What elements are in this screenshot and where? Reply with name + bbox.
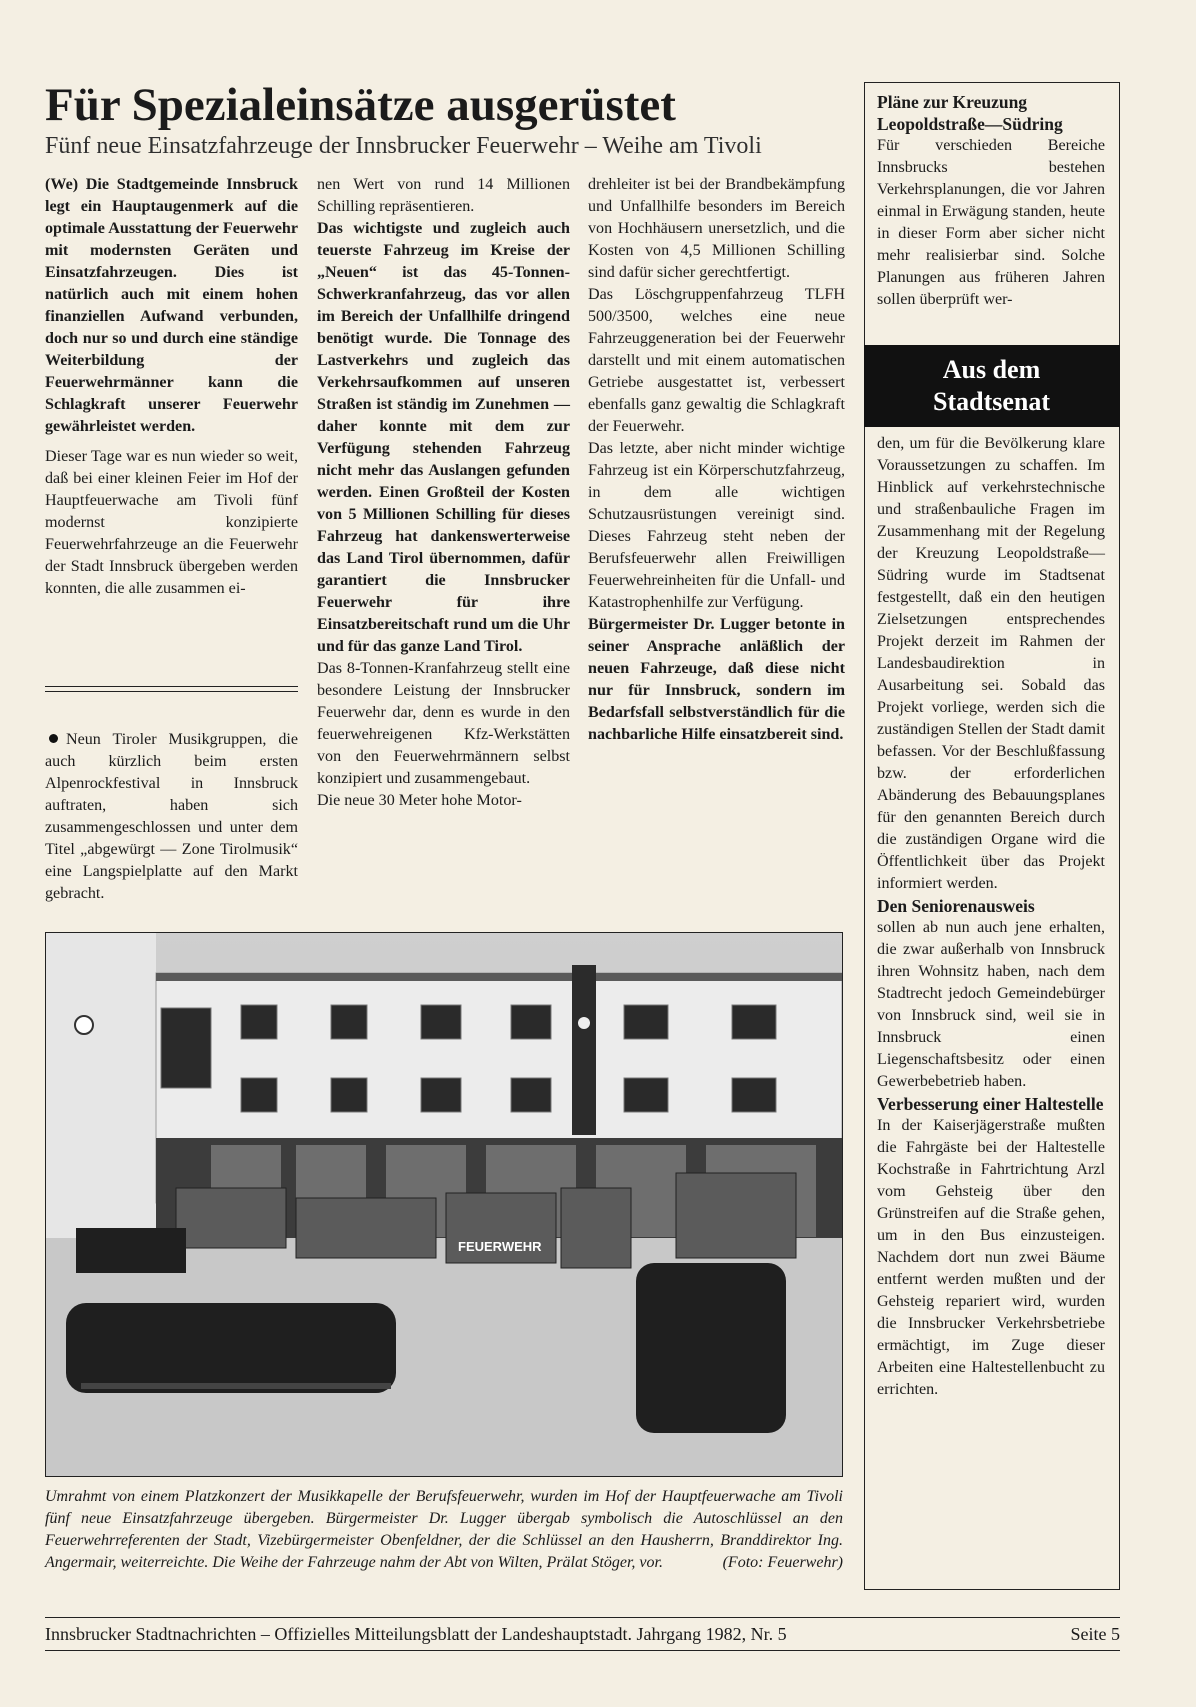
page-number: Seite 5: [1070, 1624, 1120, 1644]
stadtsenat-banner-line: Aus dem: [942, 355, 1041, 384]
stadtsenat-banner-line: Stadtsenat: [932, 387, 1050, 416]
article-column-3: [588, 174, 845, 746]
article-paragraph: Das Löschgruppenfahrzeug TLFH 500/3500, welches eine neue Fahrzeuggeneration bei der Feuerwehr darstellt und mit einem automatischen Getriebe ausgestattet ist, verbessert ebenfalls ganz gewaltig die Schlagkraft der Feuerwehr.: [588, 286, 845, 435]
article-paragraph: nen Wert von rund 14 Millionen Schilling repräsentieren.: [317, 176, 570, 215]
fire-station-illustration: [46, 933, 842, 1476]
photo-caption: [45, 1486, 843, 1574]
footer-publication: Innsbrucker Stadtnachrichten – Offizielles Mitteilungsblatt der Landeshauptstadt. Jahrgang 1982, Nr. 5: [45, 1624, 787, 1644]
sidebar-paragraph: In der Kaiserjägerstraße mußten die Fahrgäste bei der Haltestelle Kochstraße in Fahrtrichtung Arzl vom Gehsteig über den Grünstreifen auf die Straße gehen, um in den Bus einzusteigen. Nachdem dort nun zwei Bäume entfernt werden mußten und der Gehsteig repariert wird, wurden die Innsbrucker Verkehrsbetriebe ermächtigt, im Zuge dieser Arbeiten eine Haltestellenbucht zu errichten.: [877, 1117, 1105, 1398]
page-footer: [45, 1617, 1120, 1651]
bullet-icon: [49, 734, 58, 743]
sidebar-paragraph: den, um für die Bevölkerung klare Voraussetzungen zu schaffen. Im Hinblick auf verkehrstechnische und straßenbauliche Fragen im Zusammenhang mit der Regelung der Kreuzung Leopoldstraße—Südring wurde im Stadtsenat festgestellt, daß ein den heutigen Zielsetzungen entsprechendes Projekt derzeit im Rahmen der Landesbaudirektion in Ausarbeitung sei. Sobald das Projekt vorliege, werden sich die zuständigen Stellen der Stadt damit befassen. Vor der Beschlußfassung bzw. der erforderlichen Abänderung des Bebauungsplanes für den genannten Bereich durch die zuständigen Organe wird die Öffentlichkeit über das Projekt informiert werden.: [877, 435, 1105, 892]
stadtsenat-banner: [864, 345, 1120, 427]
photo-caption-text: Umrahmt von einem Platzkonzert der Musikkapelle der Berufsfeuerwehr, wurden im Hof der Hauptfeuerwache am Tivoli fünf neue Einsatzfahrzeuge übergeben. Bürgermeister Dr. Lugger übergab symbolisch die Autoschlüssel an den Feuerwehrreferenten der Stadt, Vizebürgermeister Obenfeldner, der die Schlüssel an den Hausherrn, Branddirektor Ing. Angermair, weiterreichte. Die Weihe der Fahrzeuge nahm der Abt von Wilten, Prälat Stöger, vor.: [45, 1488, 843, 1571]
article-paragraph: drehleiter ist bei der Brandbekämpfung und Unfallhilfe besonders im Bereich von Hochhäusern unersetzlich, und die Kosten von 4,5 Millionen Schilling sind dafür sicher gerechtfertigt.: [588, 176, 845, 281]
article-paragraph: Das 8-Tonnen-Kranfahrzeug stellt eine besondere Leistung der Innsbrucker Feuerwehr dar, denn es wurde in den feuerwehreigenen Kfz-Werkstätten von den Feuerwehrmännern selbst konzipiert und zusammengebaut.: [317, 660, 570, 787]
sidebar-bottom-section: [877, 433, 1105, 1401]
article-subheadline: Fünf neue Einsatzfahrzeuge der Innsbrucker Feuerwehr – Weihe am Tivoli: [45, 133, 762, 159]
article-headline: Für Spezialeinsätze ausgerüstet: [45, 79, 676, 131]
article-paragraph: Dieser Tage war es nun wieder so weit, daß bei einer kleinen Feier im Hof der Hauptfeuerwache am Tivoli fünf modernst konzipierte Feuerwehrfahrzeuge an die Feuerwehr der Stadt Innsbruck übergeben werden konnten, die alle zusammen ei-: [45, 448, 298, 597]
photo-credit: (Foto: Feuerwehr): [722, 1554, 843, 1571]
article-column-1: [45, 174, 298, 600]
music-note: [45, 729, 298, 905]
sidebar-top-section: [877, 91, 1105, 311]
fire-truck-sign: FEUERWEHR: [458, 1239, 542, 1254]
article-paragraph: Das letzte, aber nicht minder wichtige Fahrzeug ist ein Körperschutzfahrzeug, in dem alle wichtigen Schutzausrüstungen vereinigt sind. Dieses Fahrzeug steht neben der Berufsfeuerwehr allen Freiwilligen Feuerwehreinheiten für die Unfall- und Katastrophenhilfe zur Verfügung.: [588, 440, 845, 611]
sidebar-paragraph: Für verschieden Bereiche Innsbrucks bestehen Verkehrsplanungen, die vor Jahren einmal in Erwägung standen, heute in dieser Form aber sicher nicht mehr realisierbar sind. Solche Planungen aus früheren Jahren sollen überprüft wer-: [877, 137, 1105, 308]
article-bold-paragraph: Bürgermeister Dr. Lugger betonte in seiner Ansprache anläßlich der neuen Fahrzeuge, daß diese nicht nur für Innsbruck, sondern im Bedarfsfall selbstverständlich für die nachbarliche Hilfe einsatzbereit sind.: [588, 616, 845, 743]
fire-station-photo: [45, 932, 843, 1477]
article-lead-paragraph: (We) Die Stadtgemeinde Innsbruck legt ein Hauptaugenmerk auf die optimale Ausstattung der Feuerwehr mit modernsten Geräten und Einsatzfahrzeugen. Dies ist natürlich auch mit einem hohen finanziellen Aufwand verbunden, doch nur so und durch eine ständige Weiterbildung der Feuerwehrmänner kann die Schlagkraft unserer Feuerwehr gewährleistet werden.: [45, 176, 298, 435]
column-divider-rule: [45, 686, 298, 692]
sidebar-box: [864, 82, 1120, 1590]
article-column-2: [317, 174, 570, 812]
article-bold-paragraph: Das wichtigste und zugleich auch teuerste Fahrzeug im Kreise der „Neuen“ ist das 45-Tonnen-Schwerkranfahrzeug, das vor allen im Bereich der Unfallhilfe dringend benötigt wurde. Die Tonnage des Lastverkehrs und zugleich das Verkehrsaufkommen auf unseren Straßen ist ständig im Zunehmen — daher konnte mit dem zur Verfügung stehenden Fahrzeug nicht mehr das Auslangen gefunden werden. Einen Großteil der Kosten von 5 Millionen Schilling für dieses Fahrzeug hat dankenswerterweise das Land Tirol übernommen, dafür garantiert die Innsbrucker Feuerwehr für ihre Einsatzbereitschaft rund um die Uhr und für das ganze Land Tirol.: [317, 220, 570, 655]
sidebar-paragraph: sollen ab nun auch jene erhalten, die zwar außerhalb von Innsbruck ihren Wohnsitz haben, nach dem Stadtrecht jedoch Gemeindebürger von Innsbruck sind, weil sie in Innsbruck einen Liegenschaftsbesitz oder einen Gewerbebetrieb haben.: [877, 919, 1105, 1090]
music-note-text: Neun Tiroler Musikgruppen, die auch kürzlich beim ersten Alpenrockfestival in Innsbruck auftraten, haben sich zusammengeschlossen und unter dem Titel „abgewürgt — Zone Tirolmusik“ eine Langspielplatte auf den Markt gebracht.: [45, 731, 298, 902]
sidebar-heading: Den Seniorenausweis: [877, 896, 1035, 916]
article-paragraph: Die neue 30 Meter hohe Motor-: [317, 792, 522, 809]
sidebar-heading: Pläne zur Kreuzung Leopoldstraße—Südring: [877, 92, 1063, 134]
sidebar-heading: Verbesserung einer Haltestelle: [877, 1094, 1104, 1114]
